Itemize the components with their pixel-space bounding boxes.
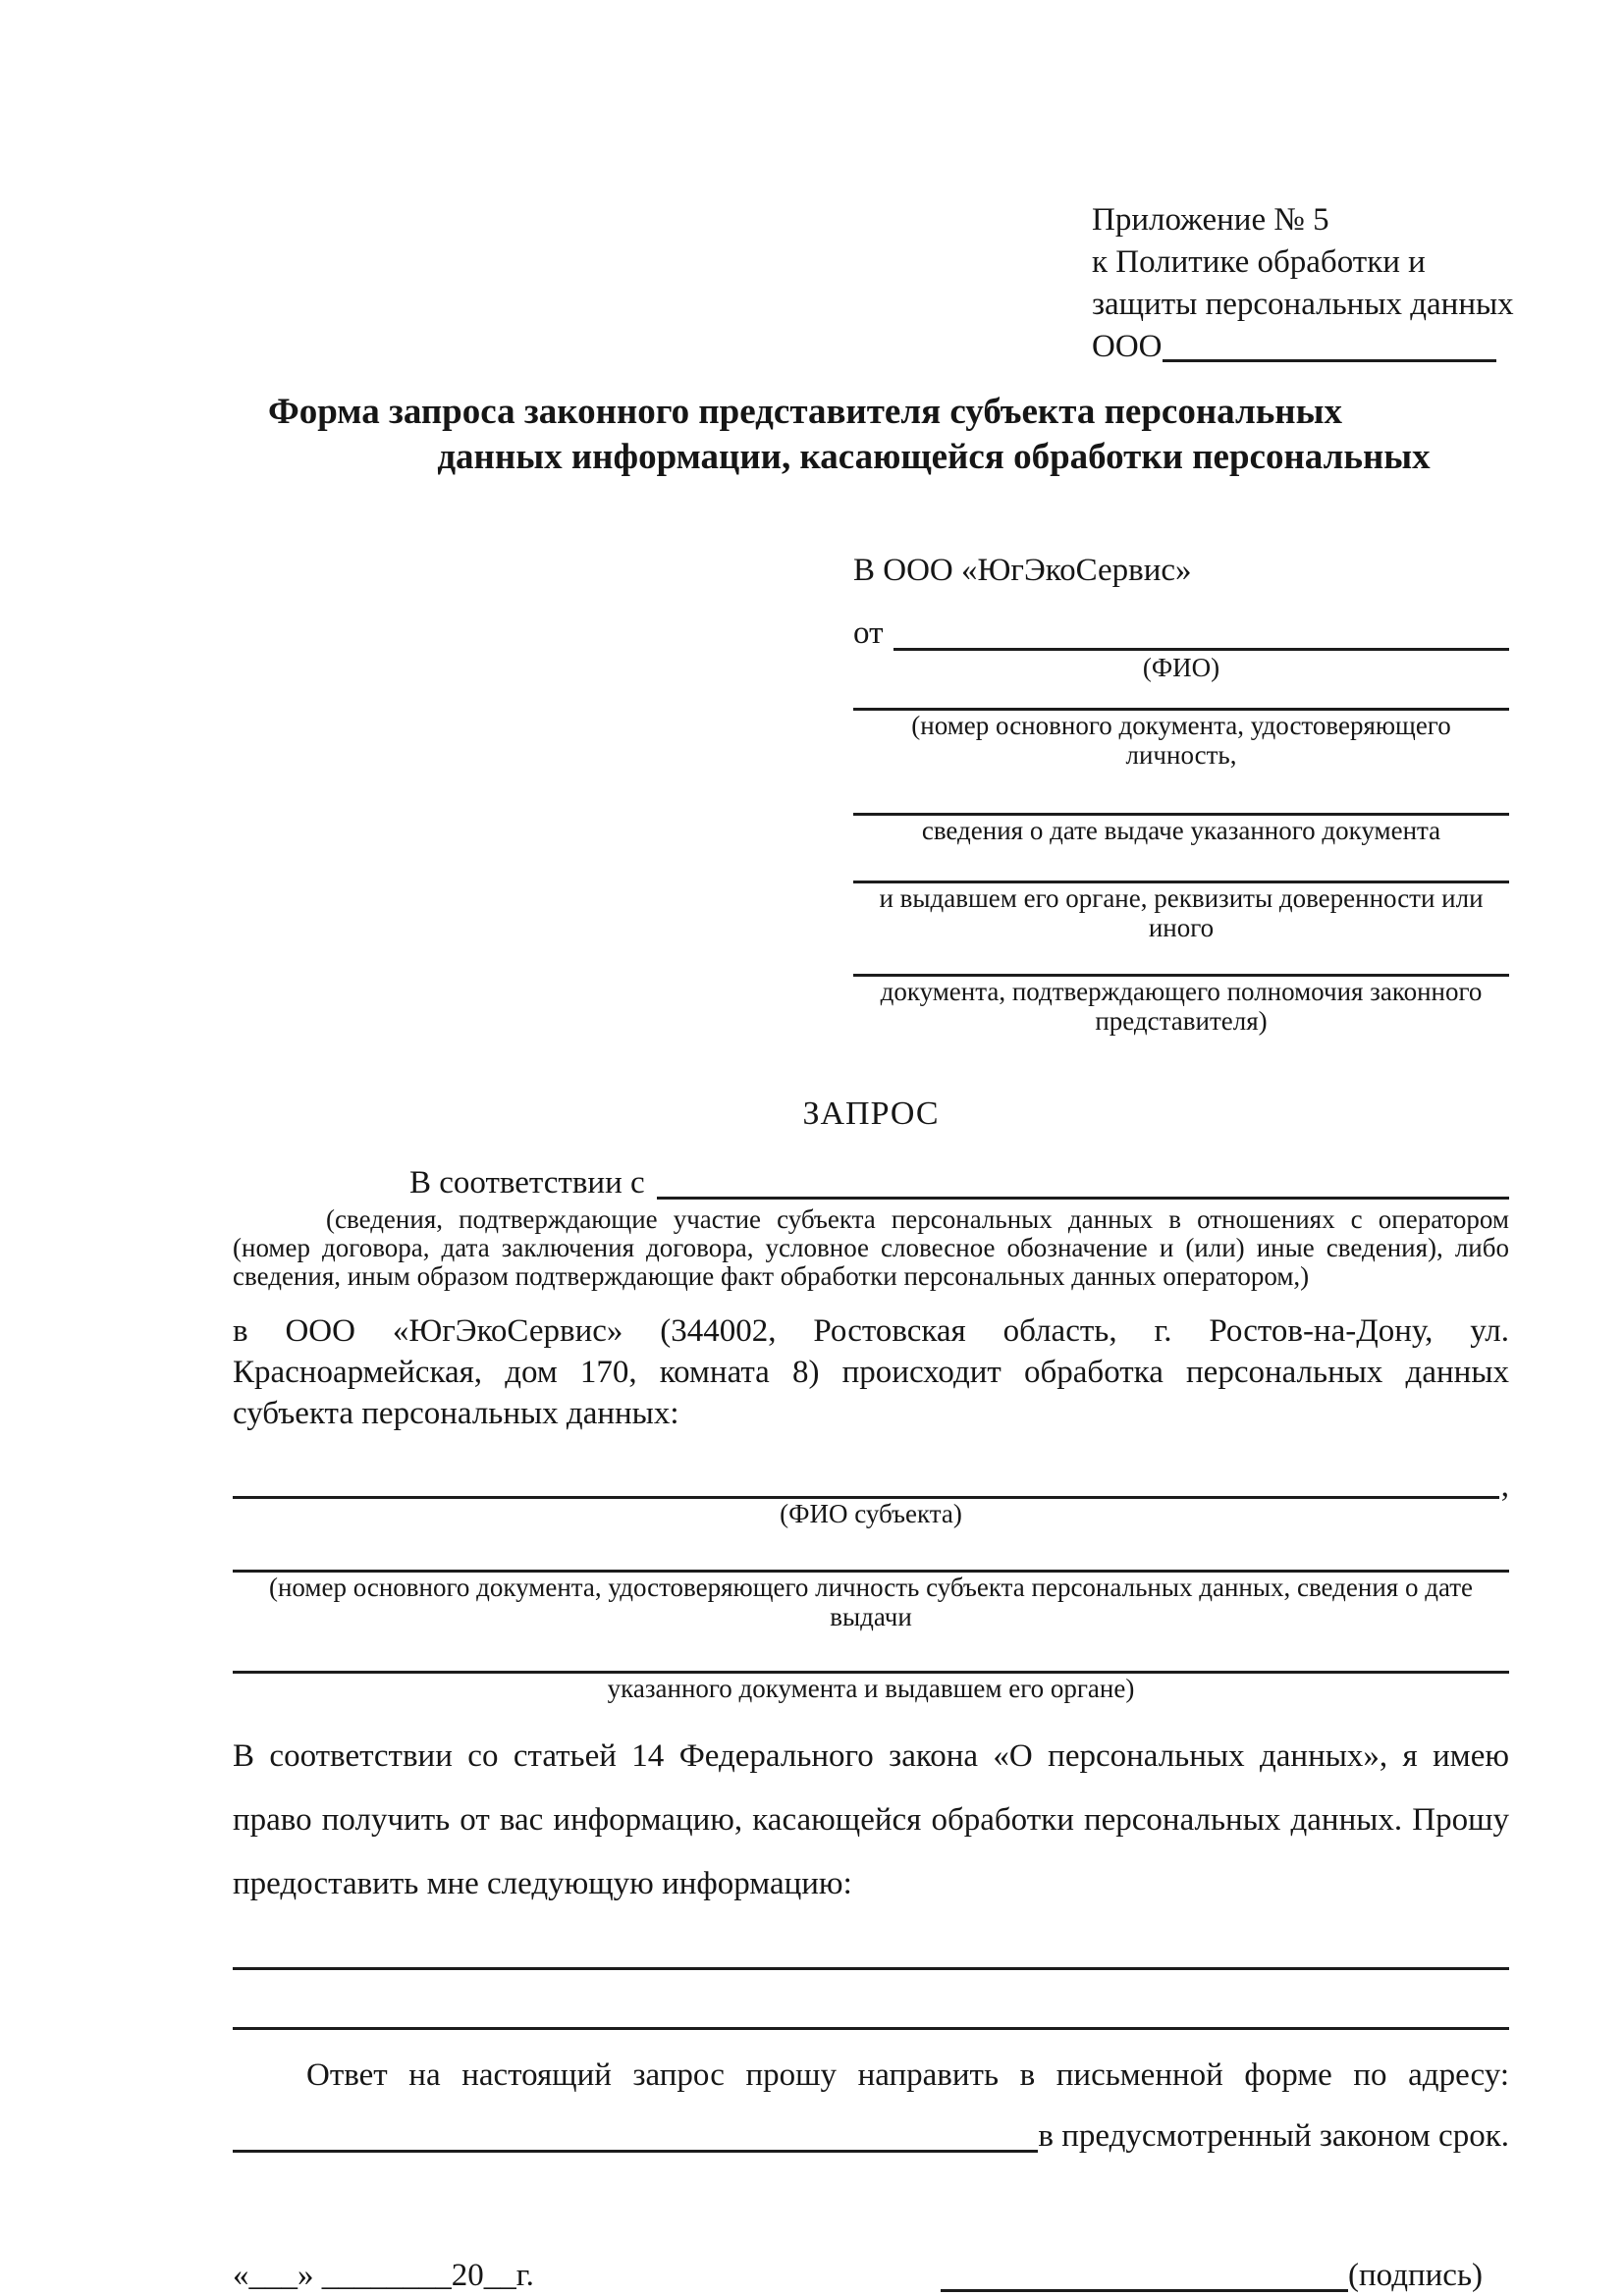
annex-line-3: защиты персональных данных: [1092, 287, 1514, 322]
response-address-blank-field[interactable]: [233, 2150, 1038, 2153]
subject-fio-row: [233, 1462, 1509, 1504]
date-line: «___» ________20__г.: [233, 2258, 534, 2293]
accordance-row: [233, 1159, 1509, 1202]
subject-doc-blank-field-2[interactable]: [233, 1631, 1509, 1674]
doc-caption-3: и выдавшем его органе, реквизиты доверенности или иного: [879, 883, 1484, 942]
info-blank-field-2[interactable]: [233, 1970, 1509, 2030]
title-line-2: данных информации, касающейся обработки персональных: [437, 437, 1431, 477]
subject-fio-comma: ,: [1500, 1468, 1509, 1504]
addressee-block: [853, 549, 1509, 1036]
from-label: от: [853, 615, 884, 651]
law-paragraph: В соответствии со статьей 14 Федерального закона «О персональных данных», я имею право получить от вас информацию, касающейся обработки персональных данных. Прошу предоставить мне следующую информацию:: [233, 1738, 1509, 1901]
doc-blank-field-1[interactable]: [853, 682, 1509, 711]
annex-line-1: Приложение № 5: [1092, 202, 1329, 238]
form-title: [233, 390, 1509, 480]
doc-caption-1: (номер основного документа, удостоверяющего личность,: [911, 711, 1451, 770]
doc-blank-field-2[interactable]: [853, 770, 1509, 816]
subject-doc-caption-2: указанного документа и выдавшем его органе): [607, 1674, 1135, 1703]
title-line-1: Форма запроса законного представителя субъекта персональных: [267, 392, 1342, 432]
subject-fio-caption: (ФИО субъекта): [780, 1499, 962, 1528]
info-blank-field-1[interactable]: [233, 1916, 1509, 1970]
annex-ooo-line: [1092, 326, 1496, 368]
signature-group: [941, 2256, 1483, 2295]
deadline-row: [233, 2112, 1509, 2156]
deadline-text: в предусмотренный законом срок.: [1038, 2118, 1509, 2154]
annex-line-2: к Политике обработки и: [1092, 244, 1426, 280]
addressee-org: В ООО «ЮгЭкоСервис»: [853, 553, 1192, 588]
doc-caption-2: сведения о дате выдаче указанного документа: [921, 816, 1441, 845]
doc-blank-field-4[interactable]: [853, 942, 1509, 977]
accordance-basis-blank-field[interactable]: [657, 1197, 1509, 1200]
bottom-row: [233, 2250, 1509, 2295]
subject-doc-caption-1: (номер основного документа, удостоверяющего личность субъекта персональных данных, сведения о дате выдачи: [268, 1573, 1474, 1631]
accordance-lead: В соответствии с: [409, 1165, 645, 1201]
doc-caption-4: документа, подтверждающего полномочия законного представителя): [880, 977, 1483, 1036]
response-paragraph: Ответ на настоящий запрос прошу направить в письменной форме по адресу:: [306, 2057, 1509, 2093]
document-content: [233, 0, 1514, 2295]
doc-blank-field-3[interactable]: [853, 845, 1509, 883]
fio-caption: (ФИО): [1142, 653, 1220, 682]
representative-fio-blank-field[interactable]: [893, 648, 1510, 651]
annex-block: [1092, 199, 1514, 368]
annex-ooo-prefix: ООО: [1092, 329, 1163, 364]
operator-paragraph: в ООО «ЮгЭкоСервис» (344002, Ростовская область, г. Ростов-на-Дону, ул. Красноармейская, дом 170, комната 8) происходит обработка персональных данных субъекта персональных данных:: [233, 1313, 1509, 1431]
signature-blank-field[interactable]: [941, 2289, 1348, 2292]
request-heading: ЗАПРОС: [802, 1095, 940, 1132]
company-name-blank-field[interactable]: [1163, 326, 1497, 362]
subject-doc-blank-field-1[interactable]: [233, 1528, 1509, 1573]
from-row: [853, 608, 1509, 653]
signature-caption: (подпись): [1348, 2258, 1483, 2293]
accordance-note: (сведения, подтверждающие участие субъекта персональных данных в отношениях с оператором (номер договора, дата заключения договора, условное словесное обозначение и (или) иные сведения), либо сведения, иным образом подтверждающие факт обработки персональных данных оператором,): [233, 1204, 1509, 1291]
